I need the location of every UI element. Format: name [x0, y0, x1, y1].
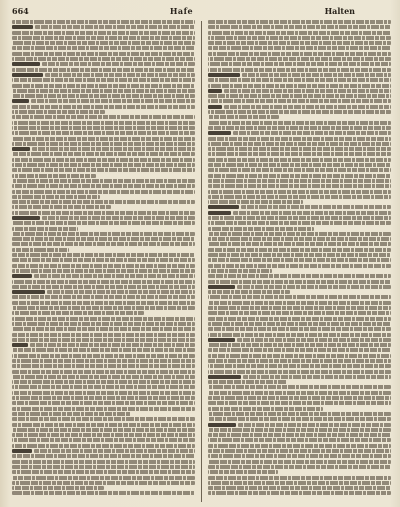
- text-line: [208, 391, 391, 395]
- entry-headword-mark: [12, 99, 29, 103]
- entry-headword-mark: [208, 285, 235, 289]
- text-line: [12, 258, 195, 262]
- entry-headword-mark: [208, 131, 231, 135]
- text-line: [12, 423, 195, 427]
- entry-headword-mark: [208, 205, 239, 209]
- text-line: [12, 242, 195, 246]
- text-line: [12, 57, 195, 61]
- text-line: [208, 152, 391, 156]
- text-line: [35, 25, 195, 29]
- entry-headword-mark: [208, 375, 241, 379]
- text-line: [12, 269, 195, 273]
- text-line: [208, 195, 391, 199]
- entry-headword-mark: [208, 211, 231, 215]
- text-line: [208, 343, 391, 347]
- text-line: [208, 121, 391, 125]
- text-line: [12, 46, 195, 50]
- entry-line: [208, 375, 391, 379]
- text-line: [208, 221, 391, 225]
- entry-headword-mark: [12, 343, 28, 347]
- text-line: [12, 380, 195, 384]
- text-line: [12, 322, 195, 326]
- text-line: [208, 301, 391, 305]
- text-line: [233, 211, 391, 215]
- text-line: [208, 333, 391, 337]
- text-line: [233, 131, 391, 135]
- entry-line: [12, 99, 195, 103]
- left-headword: Hafe: [169, 6, 194, 16]
- text-line: [208, 126, 391, 130]
- text-line: [208, 142, 391, 146]
- text-line: [12, 158, 195, 162]
- text-line: [208, 470, 278, 474]
- text-line: [208, 36, 391, 40]
- text-line: [12, 438, 195, 442]
- text-line: [12, 237, 195, 241]
- text-line: [208, 465, 391, 469]
- entry-headword-mark: [12, 449, 32, 453]
- text-line: [32, 147, 195, 151]
- text-line: [208, 322, 391, 326]
- text-line: [12, 465, 195, 469]
- entry-headword-mark: [12, 147, 30, 151]
- text-line: [208, 62, 391, 66]
- entry-headword-mark: [12, 216, 40, 220]
- text-line: [12, 179, 195, 183]
- entry-headword-mark: [12, 73, 43, 77]
- text-line: [12, 84, 195, 88]
- entry-line: [12, 449, 195, 453]
- text-line: [208, 359, 391, 363]
- text-line: [12, 327, 195, 331]
- text-line: [12, 407, 195, 411]
- text-line: [208, 476, 391, 480]
- text-line: [208, 370, 391, 374]
- text-line: [208, 184, 391, 188]
- text-line: [12, 227, 78, 231]
- text-line: [42, 216, 195, 220]
- entry-line: [208, 205, 391, 209]
- text-line: [208, 295, 391, 299]
- text-line: [12, 444, 195, 448]
- text-line: [12, 280, 195, 284]
- text-line: [208, 491, 391, 495]
- text-line: [12, 306, 195, 310]
- text-line: [208, 227, 314, 231]
- text-line: [208, 25, 391, 29]
- text-line: [12, 301, 195, 305]
- text-line: [208, 290, 290, 294]
- text-line: [238, 423, 391, 427]
- text-line: [12, 211, 195, 215]
- page-header: [12, 6, 391, 18]
- text-line: [208, 158, 391, 162]
- text-line: [12, 105, 195, 109]
- text-line: [12, 131, 195, 135]
- text-line: [208, 306, 391, 310]
- text-line: [241, 205, 391, 209]
- text-line: [12, 68, 195, 72]
- text-line: [12, 491, 195, 495]
- text-line: [12, 285, 195, 289]
- text-line: [12, 115, 195, 119]
- entry-line: [12, 147, 195, 151]
- left-column: [12, 20, 195, 503]
- text-line: [12, 126, 195, 130]
- entry-headword-mark: [208, 423, 236, 427]
- text-line: [208, 110, 391, 114]
- text-line: [208, 454, 391, 458]
- text-line: [208, 444, 391, 448]
- text-line: [208, 401, 391, 405]
- text-line: [208, 428, 391, 432]
- entry-line: [12, 343, 195, 347]
- text-line: [224, 89, 391, 93]
- text-line: [12, 364, 195, 368]
- text-line: [208, 179, 391, 183]
- text-line: [12, 121, 195, 125]
- entry-headword-mark: [208, 89, 222, 93]
- text-line: [208, 264, 391, 268]
- text-line: [208, 57, 391, 61]
- text-line: [208, 364, 391, 368]
- text-line: [208, 433, 391, 437]
- column-divider: [201, 21, 202, 502]
- text-line: [12, 174, 96, 178]
- entry-line: [12, 274, 195, 278]
- text-line: [208, 20, 391, 24]
- text-line: [208, 354, 391, 358]
- text-line: [208, 486, 391, 490]
- text-line: [208, 94, 391, 98]
- text-line: [208, 190, 391, 194]
- text-line: [208, 147, 391, 151]
- text-line: [224, 105, 391, 109]
- text-line: [12, 401, 195, 405]
- right-headword: Halten: [324, 6, 355, 16]
- text-line: [12, 152, 195, 156]
- text-line: [208, 168, 391, 172]
- text-line: [12, 428, 195, 432]
- text-line: [31, 99, 195, 103]
- text-line: [208, 242, 391, 246]
- entry-line: [208, 73, 391, 77]
- text-line: [12, 354, 195, 358]
- text-line: [12, 338, 195, 342]
- entry-headword-mark: [12, 290, 45, 294]
- text-line: [208, 253, 391, 257]
- text-line: [208, 137, 391, 141]
- text-line: [45, 73, 195, 77]
- text-line: [208, 216, 391, 220]
- text-line: [12, 470, 195, 474]
- text-line: [243, 375, 391, 379]
- right-column: [208, 20, 391, 503]
- text-line: [208, 174, 391, 178]
- text-line: [208, 31, 391, 35]
- text-line: [12, 264, 195, 268]
- text-line: [12, 232, 195, 236]
- text-line: [12, 311, 144, 315]
- text-columns: [12, 20, 391, 503]
- entry-headword-mark: [12, 62, 40, 66]
- text-line: [12, 195, 100, 199]
- text-line: [12, 391, 195, 395]
- text-line: [237, 338, 391, 342]
- text-line: [208, 438, 391, 442]
- text-line: [208, 317, 391, 321]
- entry-headword-mark: [12, 25, 33, 29]
- text-line: [242, 73, 391, 77]
- text-line: [208, 258, 391, 262]
- text-line: [12, 168, 195, 172]
- text-line: [12, 417, 195, 421]
- text-line: [12, 137, 195, 141]
- text-line: [12, 253, 195, 257]
- text-line: [208, 311, 391, 315]
- text-line: [12, 41, 195, 45]
- text-line: [12, 36, 195, 40]
- text-line: [208, 460, 391, 464]
- entry-headword-mark: [12, 274, 32, 278]
- text-line: [208, 274, 391, 278]
- text-line: [208, 84, 391, 88]
- text-line: [208, 115, 279, 119]
- text-line: [208, 327, 391, 331]
- text-line: [208, 200, 303, 204]
- text-line: [208, 46, 391, 50]
- text-line: [12, 317, 195, 321]
- entry-line: [12, 73, 195, 77]
- text-line: [12, 396, 195, 400]
- text-line: [208, 99, 391, 103]
- text-line: [47, 290, 195, 294]
- text-line: [12, 163, 195, 167]
- text-line: [12, 333, 195, 337]
- text-line: [208, 380, 287, 384]
- text-line: [12, 89, 195, 93]
- text-line: [208, 385, 391, 389]
- text-line: [12, 385, 195, 389]
- text-line: [208, 348, 391, 352]
- text-line: [208, 248, 391, 252]
- entry-headword-mark: [208, 105, 222, 109]
- text-line: [12, 221, 195, 225]
- text-line: [12, 348, 195, 352]
- entry-line: [208, 131, 391, 135]
- page-number: 664: [12, 6, 29, 16]
- text-line: [12, 142, 195, 146]
- entry-line: [12, 62, 195, 66]
- text-line: [208, 41, 391, 45]
- text-line: [208, 280, 391, 284]
- text-line: [208, 78, 391, 82]
- entry-line: [208, 211, 391, 215]
- text-line: [12, 359, 195, 363]
- entry-headword-mark: [208, 73, 240, 77]
- text-line: [12, 110, 105, 114]
- text-line: [208, 52, 391, 56]
- text-line: [208, 232, 391, 236]
- text-line: [12, 454, 195, 458]
- text-line: [12, 481, 195, 485]
- text-line: [208, 449, 391, 453]
- text-line: [12, 78, 195, 82]
- text-line: [12, 205, 111, 209]
- text-line: [208, 269, 272, 273]
- text-line: [12, 184, 195, 188]
- entry-headword-mark: [208, 338, 235, 342]
- text-line: [208, 417, 391, 421]
- entry-line: [208, 285, 391, 289]
- text-line: [12, 20, 195, 24]
- entry-line: [208, 105, 391, 109]
- text-line: [12, 375, 195, 379]
- text-line: [12, 295, 195, 299]
- entry-line: [12, 216, 195, 220]
- entry-line: [208, 89, 391, 93]
- text-line: [12, 370, 195, 374]
- text-line: [42, 62, 195, 66]
- entry-line: [12, 25, 195, 29]
- text-line: [12, 476, 195, 480]
- entry-line: [208, 338, 391, 342]
- entry-line: [208, 423, 391, 427]
- text-line: [208, 481, 391, 485]
- text-line: [12, 190, 195, 194]
- text-line: [12, 248, 69, 252]
- text-line: [208, 68, 391, 72]
- text-line: [208, 396, 391, 400]
- text-line: [30, 343, 195, 347]
- text-line: [12, 412, 131, 416]
- text-line: [12, 200, 195, 204]
- text-line: [208, 412, 391, 416]
- entry-line: [12, 290, 195, 294]
- text-line: [237, 285, 391, 289]
- text-line: [12, 31, 195, 35]
- text-line: [34, 449, 195, 453]
- text-line: [12, 94, 195, 98]
- text-line: [208, 407, 323, 411]
- text-line: [34, 274, 195, 278]
- text-line: [12, 460, 195, 464]
- text-line: [12, 433, 195, 437]
- text-line: [208, 237, 391, 241]
- text-line: [12, 52, 195, 56]
- text-line: [208, 163, 391, 167]
- text-line: [12, 486, 104, 490]
